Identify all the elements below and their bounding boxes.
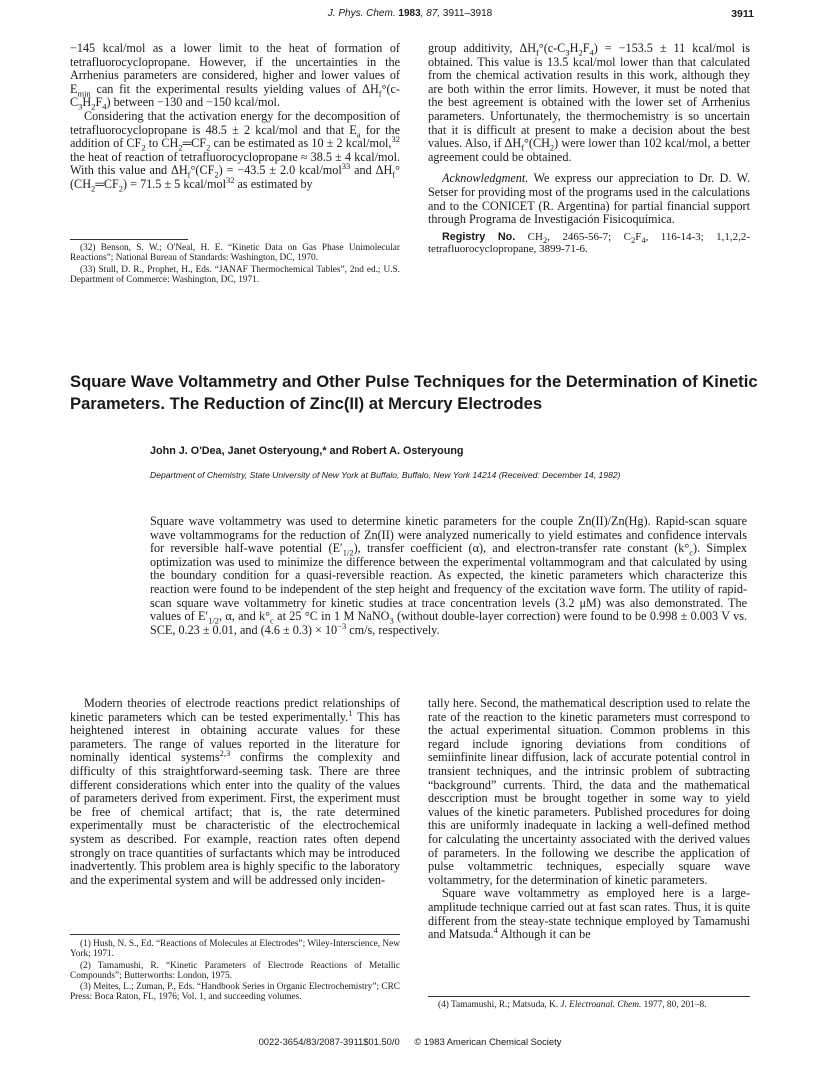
page-footer <box>0 1036 820 1047</box>
footnote-1: (1) Hush, N. S., Ed. “Reactions of Molecules at Electrodes”; Wiley-Interscience, New York; 1971. <box>70 939 400 960</box>
paragraph: Square wave voltammetry as employed here is a large-amplitude technique carried out at fast scan rates. Thus, it is quite different from the steay-state technique employed by Tamamushi and Matsuda.$^4$ Although it can be <box>428 886 750 942</box>
journal-volume: 87 <box>426 8 438 19</box>
article-title: Square Wave Voltammetry and Other Pulse Techniques for the Determination of Kinetic Parameters. The Reduction of Zinc(II) at Mercury Electrodes <box>70 372 758 413</box>
top-right-column <box>428 42 750 256</box>
paragraph: tally here. Second, the mathematical description used to relate the rate of the reaction to the kinetic parameters must correspond to the actual experimental situation. Common problems in this regard include ignoring deviations from conditions of semiinfinite linear diffusion, lack of accurate potential control in transient techniques, and the intrinsic problem of subtracting “background” currents. Third, the data and the mathematical desccription must be brought together in some way to yield values of the kinetic parameters. Published procedures for doing this are uniformly inadequate in lacking a well-defined method for calculating the uncertainty associated with the derived values of parameters. In the following we describe the application of pulse voltammetric techniques, especially square wave voltammetry, for the determination of kinetic parameters. <box>428 696 750 887</box>
journal-pages: 3911–3918 <box>442 8 493 19</box>
footnote-divider <box>428 996 750 997</box>
running-header <box>0 8 820 24</box>
footnote-2: (2) Tamamushi, R. “Kinetic Parameters of Electrode Reactions of Metallic Compounds”; Butterworths: London, 1975. <box>70 960 400 981</box>
journal-name: J. Phys. Chem. <box>327 8 396 19</box>
footnote-divider <box>70 239 188 240</box>
copyright: © 1983 American Chemical Society <box>414 1036 562 1047</box>
footnote-33: (33) Stull, D. R., Prophet, H., Eds. “JANAF Thermochemical Tables”, 2nd ed.; U.S. Department of Commerce: Washington, DC, 1971. <box>70 264 400 285</box>
body-right-footnotes <box>428 1000 750 1011</box>
top-left-column <box>70 42 400 192</box>
journal-year: 1983 <box>398 8 421 19</box>
journal-citation: J. Phys. Chem. 1983, 87, 3911–3918 <box>327 8 493 19</box>
footnote-32: (32) Benson, S. W.; O'Neal, H. E. “Kinetic Data on Gas Phase Unimolecular Reactions”; National Bureau of Standards: Washington, DC, 1970. <box>70 243 400 264</box>
authors: John J. O'Dea, Janet Osteryoung,* and Robert A. Osteryoung <box>150 445 464 457</box>
paragraph: Modern theories of electrode reactions predict relationships of kinetic parameters which can be tested experimentally.$^1$ This has heightened interest in obtaining accurate values for these parameters. The range of values reported in the literature for nominally identical systems$^{2,3}$ confirms the complexity and difficulty of this straightforward-seeming task. There are three different considerations which enter into the quality of the values of parameters derived from experiment. First, the experiment must be free of chemical artifact; that is, the rate determined experimentally must be characteristic of the electrochemical system as described. For example, reaction rates often depend strongly on trace quantities of surfactants which may be introduced inadvertently. This problem area is highly specific to the laboratory and the experimental system and will be addressed only inciden- <box>70 696 400 887</box>
footnote-4: (4) Tamamushi, R.; Matsuda, K. J. Electroanal. Chem. 1977, 80, 201–8. <box>438 1000 707 1010</box>
top-left-footnotes <box>70 243 400 286</box>
footnote-divider <box>70 934 400 935</box>
footnote-3: (3) Meites, L.; Zuman, P., Eds. “Handbook Series in Organic Electrochemistry”; CRC Press: Boca Raton, FL, 1976; Vol. 1, and succeeding volumes. <box>70 982 400 1003</box>
article-code: 0022-3654/83/2087-3911$01.50/0 <box>258 1036 400 1047</box>
registry-numbers: Registry No. $CH_2$, 2465-56-7; $C_2F_4$, 116-14-3; 1,1,2,2-tetrafluorocyclopropane, 3899-71-6. <box>428 230 751 256</box>
paragraph: group additivity, $\Delta H_f^\circ(c-C_3H_2F_4) = -153.5 \pm 11$ kcal/mol is obtained. This value is 13.5 kcal/mol lower than that calculated from the chemical activation results in this work, although they are both within the error limits. However, it must be noted that the best agreement is obtained with the lower set of Arrhenius parameters. Unfortunately, the thermochemistry is so uncertain that it is difficult at present to make a decision about the best values. Also, if $\Delta H_f^\circ(CH_2)$ were lower than 102 kcal/mol, a better agreement could be obtained. <box>428 41 750 164</box>
paragraph: Considering that the activation energy for the decomposition of tetrafluorocyclopropane is 48.5 ± 2 kcal/mol and that $E_a$ for the addition of $CF_2$ to $CH_2═CF_2$ can be estimated as 10 ± 2 kcal/mol,$^{32}$ the heat of reaction of tetrafluorocyclopropane ≈ 38.5 ± 4 kcal/mol. With this value and $\Delta H_f^\circ(CF_2) = -43.5 \pm 2.0$ kcal/mol$^{33}$ and $\Delta H_f^\circ(CH_2═CF_2) = 71.5 \pm 5$ kcal/mol$^{32}$ as estimated by <box>70 108 400 194</box>
acknowledgment: Acknowledgment. We express our appreciation to Dr. D. W. Setser for providing most of the programs used in the calculations and to the CONICET (R. Argentina) for partial financial support through Programa de Investigación Fisicoquímica. <box>428 171 750 227</box>
paragraph: −145 kcal/mol as a lower limit to the heat of formation of tetrafluorocyclopropane. However, if the uncertainties in the Arrhenius parameters are considered, higher and lower values of $E_{min}$ can fit the experimental results yielding values of $\Delta H_f^\circ(c-C_3H_2F_4)$ between −130 and −150 kcal/mol. <box>70 41 400 112</box>
page-number: 3911 <box>731 8 754 20</box>
body-left-footnotes <box>70 939 400 1004</box>
body-right-column <box>428 697 750 942</box>
abstract: Square wave voltammetry was used to determine kinetic parameters for the couple Zn(II)/Zn(Hg). Rapid-scan square wave voltammograms for the reduction of Zn(II) were analyzed numerically to yield estimates and confidence intervals for reversible half-wave potential $(E'_{1/2})$, transfer coefficient (α), and electron-transfer rate constant $(k^\circ_c)$. Simplex optimization was used to minimize the difference between the experimental voltammogram and that calculated by using the boundary condition for a quasi-reversible reaction. As expected, the kinetic parameters which characterize this reaction were found to be independent of the step height and frequency of the excitation wave form. The utility of rapid-scan square wave voltammetry for kinetic studies at trace concentration levels (3.2 μM) was also demonstrated. The values of $E'_{1/2}$, α, and $k^\circ_c$ at 25 °C in 1 M NaNO$_3$ (without double-layer correction) were found to be 0.998 ± 0.003 V vs. SCE, 0.23 ± 0.01, and $(4.6 \pm 0.3) \times 10^{-3}$ cm/s, respectively. <box>150 514 748 637</box>
body-left-column <box>70 697 400 887</box>
affiliation: Department of Chemistry, State University of New York at Buffalo, Buffalo, New York 14214 (Received: December 14, 1982) <box>150 470 621 480</box>
